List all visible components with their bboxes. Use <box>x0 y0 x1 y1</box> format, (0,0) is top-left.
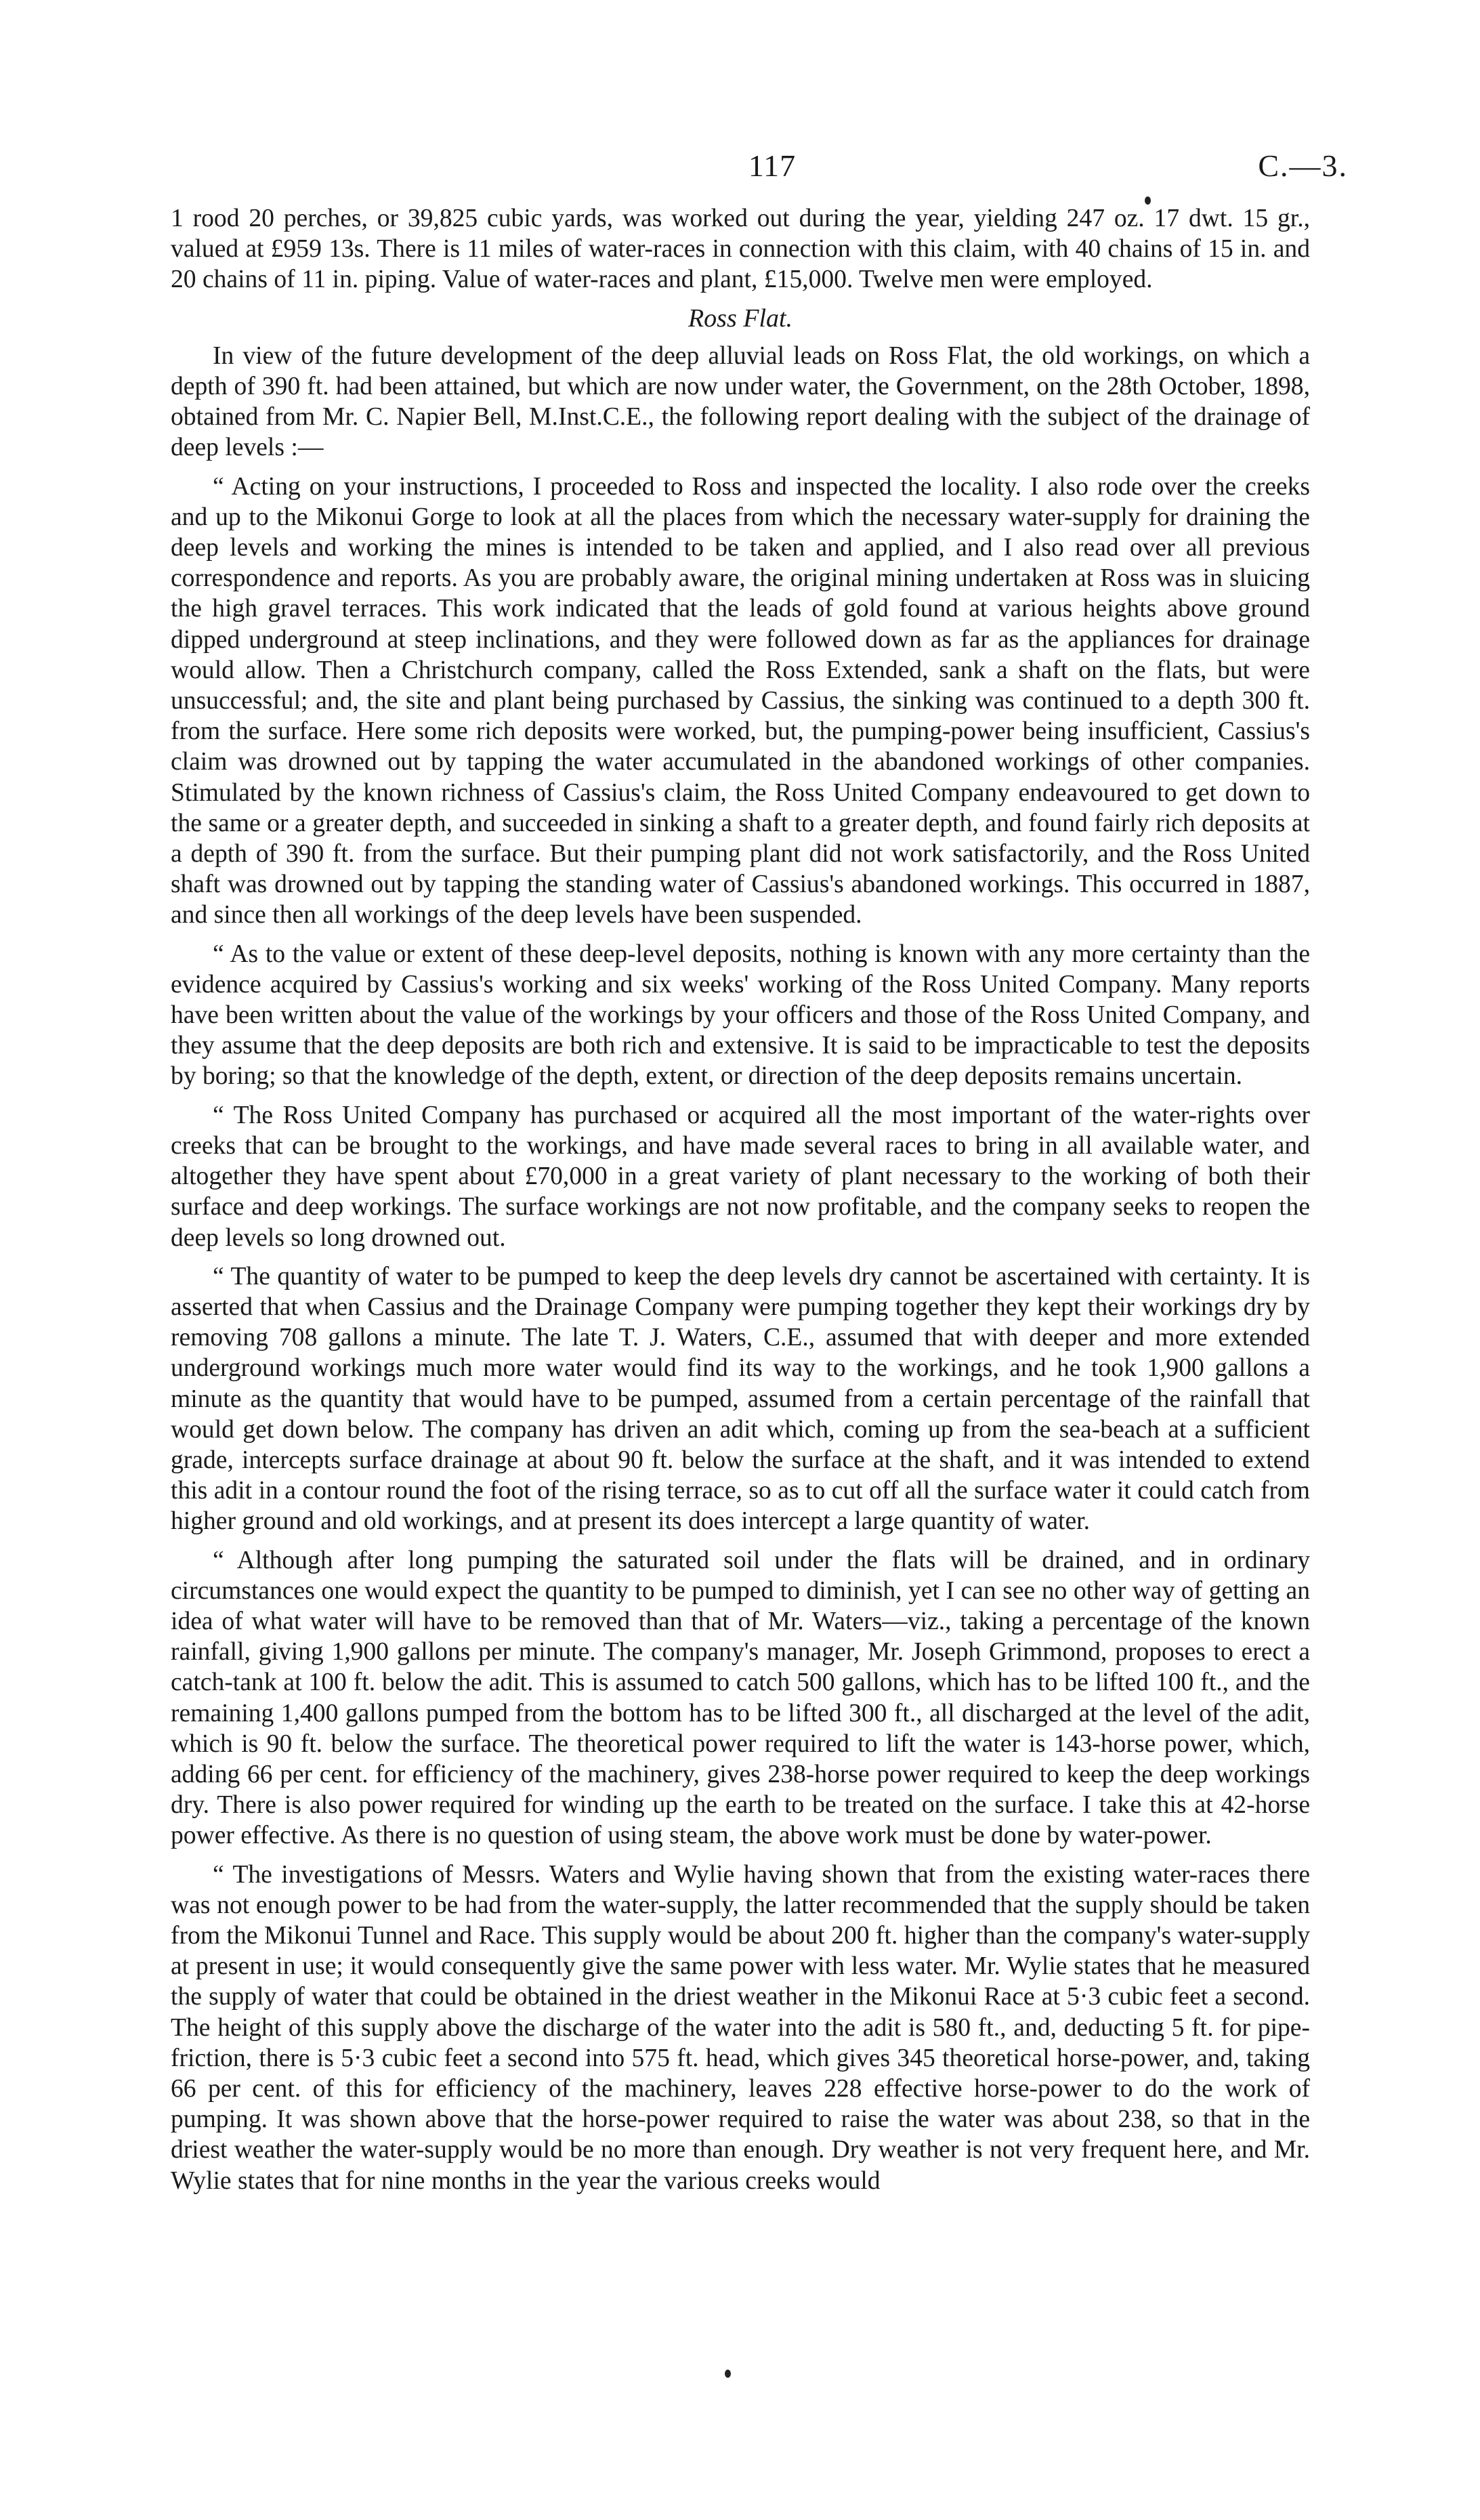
body-text <box>171 203 1310 2204</box>
paragraph: “ The investigations of Messrs. Waters and Wylie having shown that from the existing water-races there was not enough power to be had from the water-supply, the latter recommended that the supply should be taken from the Mikonui Tunnel and Race. This supply would be about 200 ft. higher than the company's water-supply at present in use; it would consequently give the same power with less water. Mr. Wylie states that he measured the supply of water that could be obtained in the driest weather in the Mikonui Race at 5·3 cubic feet a second. The height of this supply above the discharge of the water into the adit is 580 ft., and, deducting 5 ft. for pipe-friction, there is 5·3 cubic feet a second into 575 ft. head, which gives 345 theoretical horse-power, and, taking 66 per cent. of this for efficiency of the machinery, leaves 228 effective horse-power to do the work of pumping. It was shown above that the horse-power required to raise the water was about 238, so that in the driest weather the water-supply would be no more than enough. Dry weather is not very frequent here, and Mr. Wylie states that for nine months in the year the various creeks would <box>171 1860 1310 2195</box>
section-heading: Ross Flat. <box>688 303 793 333</box>
paragraph: “ The Ross United Company has purchased or acquired all the most important of the water-rights over creeks that can be brought to the workings, and have made several races to bring in all available water, and altogether they have spent about £70,000 in a great variety of plant necessary to the working of both their surface and deep workings. The surface workings are not now profitable, and the company seeks to reopen the deep levels so long drowned out. <box>171 1101 1310 1252</box>
paragraph: “ As to the value or extent of these deep-level deposits, nothing is known with any more certainty than the evidence acquired by Cassius's working and six weeks' working of the Ross United Company. Many reports have been written about the value of the workings by your officers and those of the Ross United Company, and they assume that the deep deposits are both rich and extensive. It is said to be impracticable to test the deposits by boring; so that the knowledge of the depth, extent, or direction of the deep deposits remains uncertain. <box>171 940 1310 1091</box>
page-number: 117 <box>748 148 797 183</box>
document-reference: C.—3. <box>1258 148 1348 183</box>
paragraph: 1 rood 20 perches, or 39,825 cubic yards, was worked out during the year, yielding 247 oz. 17 dwt. 15 gr., valued at £959 13s. There is 11 miles of water-races in connection with this claim, with 40 chains of 15 in. and 20 chains of 11 in. piping. Value of water-races and plant, £15,000. Twelve men were employed. <box>171 205 1310 294</box>
paragraph: “ Acting on your instructions, I proceeded to Ross and inspected the locality. I also rode over the creeks and up to the Mikonui Gorge to look at all the places from which the necessary water-supply for draining the deep levels and working the mines is intended to be taken and applied, and I also read over all previous correspondence and reports. As you are probably aware, the original mining undertaken at Ross was in sluicing the high gravel terraces. This work indicated that the leads of gold found at various heights above ground dipped underground at steep inclinations, and they were followed down as far as the appliances for drainage would allow. Then a Christchurch company, called the Ross Extended, sank a shaft on the flats, but were unsuccessful; and, the site and plant being purchased by Cassius, the sinking was continued to a depth 300 ft. from the surface. Here some rich deposits were worked, but, the pumping-power being insufficient, Cassius's claim was drowned out by tapping the water accumulated in the abandoned workings of other companies. Stimulated by the known richness of Cassius's claim, the Ross United Company endeavoured to get down to the same or a greater depth, and succeeded in sinking a shaft to a greater depth, and found fairly rich deposits at a depth of 390 ft. from the surface. But their pumping plant did not work satisfactorily, and the Ross United shaft was drowned out by tapping the standing water of Cassius's abandoned workings. This occurred in 1887, and since then all workings of the deep levels have been suspended. <box>171 472 1310 929</box>
print-mark <box>725 2370 731 2378</box>
paragraph: In view of the future development of the deep alluvial leads on Ross Flat, the old workings, on which a depth of 390 ft. had been attained, but which are now under water, the Government, on the 28th October, 1898, obtained from Mr. C. Napier Bell, M.Inst.C.E., the following report dealing with the subject of the drainage of deep levels :— <box>171 341 1310 462</box>
paragraph: “ The quantity of water to be pumped to keep the deep levels dry cannot be ascertained with certainty. It is asserted that when Cassius and the Drainage Company were pumping together they kept their workings dry by removing 708 gallons a minute. The late T. J. Waters, C.E., assumed that with deeper and more extended underground workings much more water would find its way to the workings, and he took 1,900 gallons a minute as the quantity that would have to be pumped, assumed from a certain percentage of the rainfall that would get down below. The company has driven an adit which, coming up from the sea-beach at a sufficient grade, intercepts surface drainage at about 90 ft. below the surface at the shaft, and it was intended to extend this adit in a contour round the foot of the rising terrace, so as to cut off all the surface water it could catch from higher ground and old workings, and at present its does intercept a large quantity of water. <box>171 1262 1310 1536</box>
paragraph: “ Although after long pumping the saturated soil under the flats will be drained, and in ordinary circumstances one would expect the quantity to be pumped to diminish, yet I can see no other way of getting an idea of what water will have to be removed than that of Mr. Waters—viz., taking a percentage of the known rainfall, giving 1,900 gallons per minute. The company's manager, Mr. Joseph Grimmond, proposes to erect a catch-tank at 100 ft. below the adit. This is assumed to catch 500 gallons, which has to be lifted 100 ft., and the remaining 1,400 gallons pumped from the bottom has to be lifted 300 ft., all discharged at the level of the adit, which is 90 ft. below the surface. The theoretical power required to lift the water is 143-horse power, which, adding 66 per cent. for efficiency of the machinery, gives 238-horse power required to keep the deep workings dry. There is also power required for winding up the earth to be treated on the surface. I take this at 42-horse power effective. As there is no question of using steam, the above work must be done by water-power. <box>171 1546 1310 1850</box>
